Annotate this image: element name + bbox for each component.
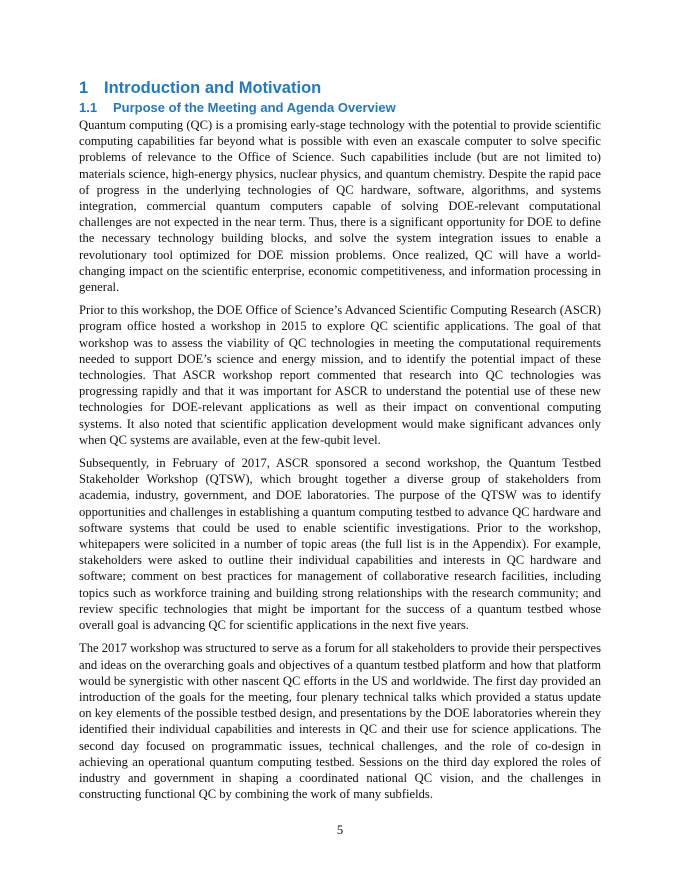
subsection-heading xyxy=(79,99,601,117)
section-heading xyxy=(79,78,601,98)
paragraph-4: The 2017 workshop was structured to serve as a forum for all stakeholders to provide their perspectives and ideas on the overarching goals and objectives of a quantum testbed platform and how that platform would be synergistic with other nascent QC efforts in the US and worldwide. The first day provided an introduction of the goals for the meeting, four plenary technical talks which provided a status update on key elements of the possible testbed design, and presentations by the DOE laboratories wherein they identified their individual capabilities and interests in QC and their use for science applications. The second day focused on programmatic issues, technical challenges, and the role of co-design in achieving an operational quantum computing testbed. Sessions on the third day explored the roles of industry and government in shaping a coordinated national QC vision, and the challenges in constructing functional QC by combining the work of many subfields. xyxy=(79,641,601,802)
section-title: Introduction and Motivation xyxy=(104,79,322,97)
page-number: 5 xyxy=(336,823,344,837)
subsection-number: 1.1 xyxy=(79,100,98,115)
subsection-title: Purpose of the Meeting and Agenda Overview xyxy=(113,100,396,115)
paragraph-1: Quantum computing (QC) is a promising early-stage technology with the potential to provide scientific computing capabilities far beyond what is possible with even an exascale computer to solve specific problems of relevance to the Office of Science. Such capabilities include (but are not limited to) materials science, high-energy physics, nuclear physics, and quantum chemistry. Despite the rapid pace of progress in the underlying technologies of QC hardware, software, algorithms, and systems integration, commercial quantum computers capable of solving DOE-relevant computational challenges are not expected in the near term. Thus, there is a significant opportunity for DOE to define the necessary technology building blocks, and solve the system integration issues to enable a revolutionary tool optimized for DOE mission problems. Once realized, QC will have a world-changing impact on the scientific enterprise, economic competitiveness, and information processing in general. xyxy=(79,118,601,295)
page-content xyxy=(79,78,601,809)
paragraph-2: Prior to this workshop, the DOE Office of Science’s Advanced Scientific Computing Research (ASCR) program office hosted a workshop in 2015 to explore QC scientific applications. The goal of that workshop was to assess the viability of QC technologies in meeting the computational requirements needed to support DOE’s science and energy mission, and to identify the potential impact of these technologies. That ASCR workshop report commented that research into QC technologies was progressing rapidly and that it was important for ASCR to understand the potential use of these new technologies for DOE-relevant applications as well as their impact on conventional computing systems. It also noted that scientific application development would make significant advances only when QC systems are available, even at the few-qubit level. xyxy=(79,303,601,447)
paragraph-3: Subsequently, in February of 2017, ASCR sponsored a second workshop, the Quantum Testbed Stakeholder Workshop (QTSW), which brought together a diverse group of stakeholders from academia, industry, government, and DOE laboratories. The purpose of the QTSW was to identify opportunities and challenges in establishing a quantum computing testbed to advance QC hardware and software systems that could be used to enable scientific investigations. Prior to the workshop, whitepapers were solicited in a number of topic areas (the full list is in the Appendix). For example, stakeholders were asked to outline their individual capabilities and interests in QC hardware and software; comment on best practices for management of collaborative research facilities, including topics such as workforce training and building strong relationships with the research community; and review specific technologies that might be important for the success of a quantum testbed whose overall goal is advancing QC for scientific applications in the next five years. xyxy=(79,456,601,633)
section-number: 1 xyxy=(79,79,89,97)
